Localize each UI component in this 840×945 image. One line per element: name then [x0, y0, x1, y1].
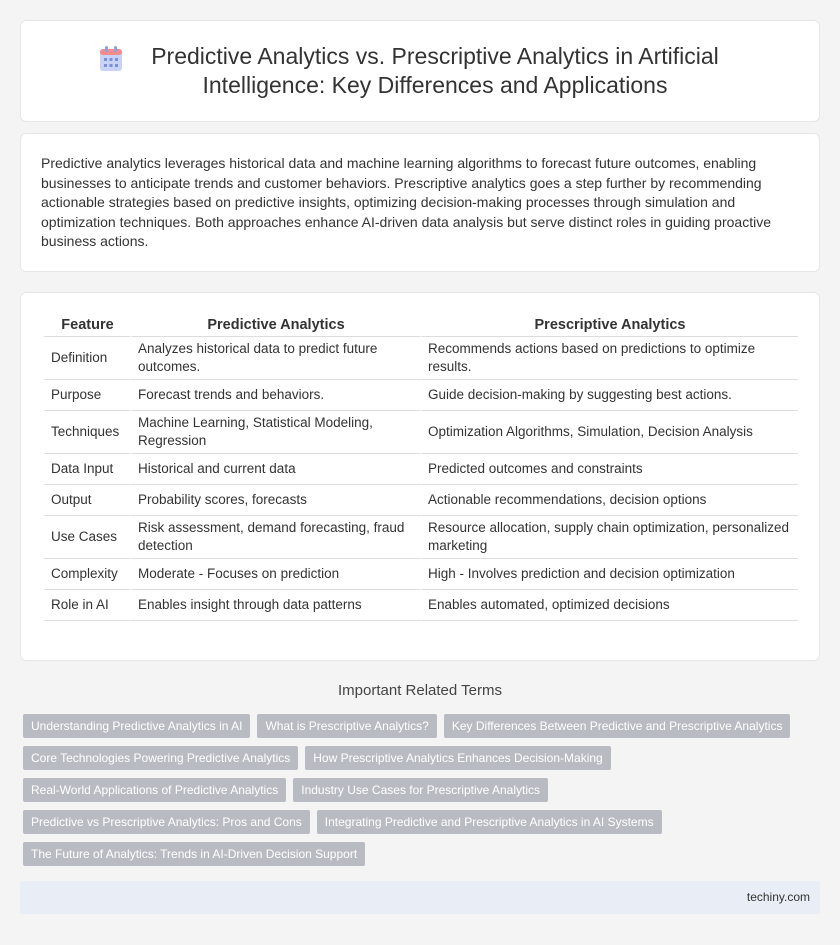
header-feature: Feature	[43, 313, 130, 337]
cell-prescriptive: High - Involves prediction and decision optimization	[420, 559, 798, 590]
related-term-link[interactable]: The Future of Analytics: Trends in AI-Driven Decision Support	[23, 842, 365, 866]
title-card	[20, 20, 820, 122]
table-row	[43, 411, 798, 454]
related-term-link[interactable]: Core Technologies Powering Predictive Analytics	[23, 746, 298, 770]
table-row	[43, 337, 798, 380]
cell-prescriptive: Recommends actions based on predictions to optimize results.	[420, 337, 798, 380]
related-term-link[interactable]: Industry Use Cases for Prescriptive Analytics	[293, 778, 548, 802]
table-row	[43, 559, 798, 590]
cell-predictive: Enables insight through data patterns	[130, 590, 420, 621]
related-term-link[interactable]: How Prescriptive Analytics Enhances Decision-Making	[305, 746, 610, 770]
footer	[20, 881, 820, 914]
related-term-link[interactable]: Real-World Applications of Predictive Analytics	[23, 778, 286, 802]
related-term-link[interactable]: Understanding Predictive Analytics in AI	[23, 714, 250, 738]
cell-predictive: Forecast trends and behaviors.	[130, 380, 420, 411]
cell-feature: Purpose	[43, 380, 130, 411]
footer-site-link[interactable]: techiny.com	[746, 890, 810, 904]
cell-prescriptive: Actionable recommendations, decision options	[420, 485, 798, 516]
comparison-table	[43, 313, 798, 621]
table-row	[43, 380, 798, 411]
intro-text: Predictive analytics leverages historical data and machine learning algorithms to forecast future outcomes, enabling businesses to anticipate trends and customer behaviors. Prescriptive analytics goes a step further by recommending actionable strategies based on predictive insights, optimizing decision-making processes through simulation and optimization techniques. Both approaches enhance AI-driven data analysis but serve distinct roles in guiding proactive business actions.	[41, 155, 771, 250]
cell-predictive: Risk assessment, demand forecasting, fraud detection	[130, 516, 420, 559]
related-term-link[interactable]: Key Differences Between Predictive and Prescriptive Analytics	[444, 714, 791, 738]
cell-feature: Techniques	[43, 411, 130, 454]
cell-predictive: Analyzes historical data to predict future outcomes.	[130, 337, 420, 380]
related-terms-title: Important Related Terms	[338, 682, 502, 699]
cell-feature: Output	[43, 485, 130, 516]
page-title: Predictive Analytics vs. Prescriptive Analytics in Artificial Intelligence: Key Differences and Applications	[151, 43, 719, 98]
cell-feature: Definition	[43, 337, 130, 380]
related-term-link[interactable]: Integrating Predictive and Prescriptive Analytics in AI Systems	[317, 810, 662, 834]
cell-prescriptive: Optimization Algorithms, Simulation, Decision Analysis	[420, 411, 798, 454]
cell-feature: Complexity	[43, 559, 130, 590]
cell-feature: Role in AI	[43, 590, 130, 621]
table-row	[43, 590, 798, 621]
cell-predictive: Historical and current data	[130, 454, 420, 485]
related-term-link[interactable]: What is Prescriptive Analytics?	[257, 714, 436, 738]
cell-prescriptive: Predicted outcomes and constraints	[420, 454, 798, 485]
cell-predictive: Moderate - Focuses on prediction	[130, 559, 420, 590]
header-prescriptive: Prescriptive Analytics	[420, 313, 798, 337]
comparison-card	[20, 292, 820, 661]
related-terms-list	[23, 714, 813, 874]
cell-predictive: Probability scores, forecasts	[130, 485, 420, 516]
intro-card	[20, 133, 820, 272]
header-predictive: Predictive Analytics	[130, 313, 420, 337]
table-header-row	[43, 313, 798, 337]
related-term-link[interactable]: Predictive vs Prescriptive Analytics: Pros and Cons	[23, 810, 310, 834]
cell-feature: Data Input	[43, 454, 130, 485]
cell-predictive: Machine Learning, Statistical Modeling, Regression	[130, 411, 420, 454]
cell-prescriptive: Enables automated, optimized decisions	[420, 590, 798, 621]
cell-feature: Use Cases	[43, 516, 130, 559]
table-row	[43, 454, 798, 485]
table-row	[43, 485, 798, 516]
cell-prescriptive: Guide decision-making by suggesting best actions.	[420, 380, 798, 411]
table-row	[43, 516, 798, 559]
cell-prescriptive: Resource allocation, supply chain optimization, personalized marketing	[420, 516, 798, 559]
